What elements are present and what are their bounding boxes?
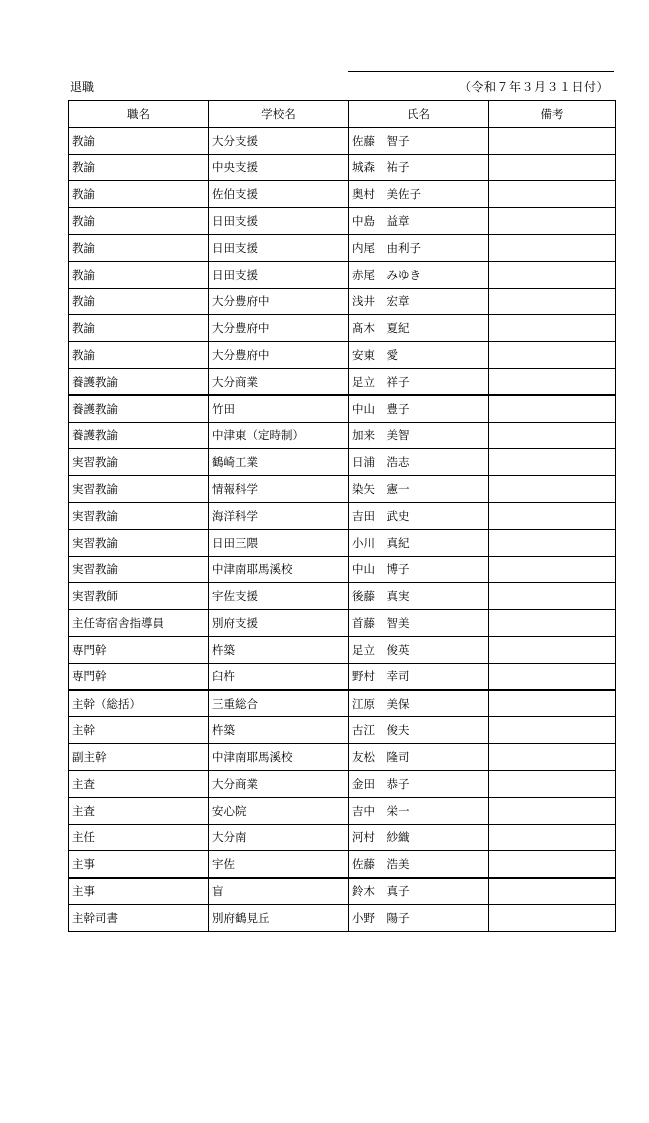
cell-school: 大分商業	[209, 368, 349, 395]
cell-position: 実習教師	[69, 583, 209, 610]
table-row	[69, 797, 616, 824]
cell-school: 中央支援	[209, 154, 349, 181]
cell-name: 金田 恭子	[349, 770, 489, 797]
cell-name: 奥村 美佐子	[349, 181, 489, 208]
cell-remarks	[489, 395, 616, 422]
cell-position: 教諭	[69, 154, 209, 181]
table-row	[69, 288, 616, 315]
cell-position: 主事	[69, 851, 209, 878]
cell-school: 宇佐支援	[209, 583, 349, 610]
cell-name: 安東 愛	[349, 342, 489, 369]
cell-position: 教諭	[69, 181, 209, 208]
cell-remarks	[489, 342, 616, 369]
cell-remarks	[489, 770, 616, 797]
cell-remarks	[489, 878, 616, 905]
cell-remarks	[489, 824, 616, 851]
table-row	[69, 878, 616, 905]
table-row	[69, 395, 616, 422]
cell-school: 別府支援	[209, 610, 349, 637]
cell-position: 主任寄宿舎指導員	[69, 610, 209, 637]
cell-school: 日田三隈	[209, 529, 349, 556]
cell-remarks	[489, 315, 616, 342]
cell-school: 臼杵	[209, 663, 349, 690]
cell-school: 中津東（定時制）	[209, 422, 349, 449]
cell-school: 杵築	[209, 717, 349, 744]
cell-school: 竹田	[209, 395, 349, 422]
page-title: 退職	[70, 80, 95, 94]
cell-remarks	[489, 690, 616, 717]
cell-name: 中島 益章	[349, 208, 489, 235]
cell-remarks	[489, 610, 616, 637]
cell-remarks	[489, 744, 616, 771]
cell-name: 足立 俊英	[349, 636, 489, 663]
column-header-name: 氏名	[349, 101, 489, 128]
table-row	[69, 636, 616, 663]
column-header-school: 学校名	[209, 101, 349, 128]
cell-remarks	[489, 529, 616, 556]
cell-name: 髙木 夏紀	[349, 315, 489, 342]
table-row	[69, 717, 616, 744]
cell-name: 後藤 真実	[349, 583, 489, 610]
cell-name: 城森 祐子	[349, 154, 489, 181]
cell-school: 大分豊府中	[209, 288, 349, 315]
table-row	[69, 663, 616, 690]
cell-position: 副主幹	[69, 744, 209, 771]
cell-school: 日田支援	[209, 208, 349, 235]
cell-school: 杵築	[209, 636, 349, 663]
table-row	[69, 502, 616, 529]
table-row	[69, 181, 616, 208]
cell-remarks	[489, 449, 616, 476]
cell-school: 佐伯支援	[209, 181, 349, 208]
table-row	[69, 315, 616, 342]
cell-name: 浅井 宏章	[349, 288, 489, 315]
cell-school: 大分支援	[209, 127, 349, 154]
cell-remarks	[489, 502, 616, 529]
cell-school: 中津南耶馬溪校	[209, 744, 349, 771]
cell-position: 主査	[69, 770, 209, 797]
retirement-table	[68, 100, 616, 932]
cell-remarks	[489, 422, 616, 449]
cell-remarks	[489, 476, 616, 503]
cell-remarks	[489, 127, 616, 154]
cell-school: 宇佐	[209, 851, 349, 878]
column-header-position: 職名	[69, 101, 209, 128]
cell-name: 中山 豊子	[349, 395, 489, 422]
cell-name: 佐藤 智子	[349, 127, 489, 154]
table-row	[69, 529, 616, 556]
table-row	[69, 449, 616, 476]
cell-remarks	[489, 288, 616, 315]
cell-school: 安心院	[209, 797, 349, 824]
cell-name: 鈴木 真子	[349, 878, 489, 905]
cell-position: 教諭	[69, 234, 209, 261]
cell-remarks	[489, 583, 616, 610]
cell-school: 盲	[209, 878, 349, 905]
cell-position: 教諭	[69, 342, 209, 369]
cell-school: 別府鶴見丘	[209, 904, 349, 931]
cell-school: 情報科学	[209, 476, 349, 503]
cell-name: 小川 真紀	[349, 529, 489, 556]
cell-name: 古江 俊夫	[349, 717, 489, 744]
cell-remarks	[489, 181, 616, 208]
cell-school: 海洋科学	[209, 502, 349, 529]
cell-remarks	[489, 851, 616, 878]
table-row	[69, 770, 616, 797]
cell-position: 主任	[69, 824, 209, 851]
table-row	[69, 824, 616, 851]
cell-position: 主査	[69, 797, 209, 824]
cell-position: 教諭	[69, 208, 209, 235]
cell-position: 主幹司書	[69, 904, 209, 931]
cell-name: 日浦 浩志	[349, 449, 489, 476]
table-header-row	[69, 101, 616, 128]
cell-position: 実習教諭	[69, 476, 209, 503]
header-rule	[348, 71, 614, 72]
cell-school: 三重総合	[209, 690, 349, 717]
cell-remarks	[489, 556, 616, 583]
cell-position: 主事	[69, 878, 209, 905]
cell-remarks	[489, 636, 616, 663]
cell-position: 専門幹	[69, 636, 209, 663]
table-row	[69, 476, 616, 503]
table-row	[69, 261, 616, 288]
cell-school: 日田支援	[209, 234, 349, 261]
table-row	[69, 851, 616, 878]
cell-name: 江原 美保	[349, 690, 489, 717]
cell-name: 加来 美智	[349, 422, 489, 449]
column-header-remarks: 備考	[489, 101, 616, 128]
cell-name: 首藤 智美	[349, 610, 489, 637]
cell-name: 内尾 由利子	[349, 234, 489, 261]
table-row	[69, 234, 616, 261]
cell-remarks	[489, 234, 616, 261]
cell-school: 大分豊府中	[209, 342, 349, 369]
cell-school: 中津南耶馬溪校	[209, 556, 349, 583]
table-row	[69, 422, 616, 449]
cell-remarks	[489, 717, 616, 744]
table-row	[69, 342, 616, 369]
cell-school: 日田支援	[209, 261, 349, 288]
cell-school: 大分南	[209, 824, 349, 851]
table-row	[69, 690, 616, 717]
cell-remarks	[489, 368, 616, 395]
cell-position: 養護教諭	[69, 422, 209, 449]
table-row	[69, 208, 616, 235]
cell-position: 教諭	[69, 288, 209, 315]
table-row	[69, 368, 616, 395]
cell-name: 佐藤 浩美	[349, 851, 489, 878]
table-row	[69, 583, 616, 610]
cell-name: 中山 博子	[349, 556, 489, 583]
cell-position: 専門幹	[69, 663, 209, 690]
cell-school: 大分豊府中	[209, 315, 349, 342]
cell-remarks	[489, 261, 616, 288]
cell-position: 養護教諭	[69, 368, 209, 395]
table-row	[69, 744, 616, 771]
cell-position: 教諭	[69, 315, 209, 342]
table-row	[69, 610, 616, 637]
cell-position: 養護教諭	[69, 395, 209, 422]
cell-school: 鶴崎工業	[209, 449, 349, 476]
cell-position: 教諭	[69, 261, 209, 288]
effective-date: （令和７年３月３１日付）	[458, 80, 609, 94]
cell-name: 吉中 栄一	[349, 797, 489, 824]
cell-position: 実習教諭	[69, 449, 209, 476]
cell-remarks	[489, 663, 616, 690]
cell-position: 実習教諭	[69, 502, 209, 529]
cell-position: 実習教諭	[69, 556, 209, 583]
cell-position: 教諭	[69, 127, 209, 154]
cell-name: 小野 陽子	[349, 904, 489, 931]
table-row	[69, 904, 616, 931]
cell-position: 主幹	[69, 717, 209, 744]
cell-name: 河村 紗織	[349, 824, 489, 851]
cell-name: 赤尾 みゆき	[349, 261, 489, 288]
cell-position: 主幹（総括）	[69, 690, 209, 717]
table-row	[69, 154, 616, 181]
cell-school: 大分商業	[209, 770, 349, 797]
cell-position: 実習教諭	[69, 529, 209, 556]
table-row	[69, 127, 616, 154]
cell-name: 吉田 武史	[349, 502, 489, 529]
cell-remarks	[489, 208, 616, 235]
cell-name: 野村 幸司	[349, 663, 489, 690]
cell-name: 友松 隆司	[349, 744, 489, 771]
cell-remarks	[489, 797, 616, 824]
cell-remarks	[489, 154, 616, 181]
table-row	[69, 556, 616, 583]
cell-name: 足立 祥子	[349, 368, 489, 395]
cell-name: 染矢 憲一	[349, 476, 489, 503]
cell-remarks	[489, 904, 616, 931]
